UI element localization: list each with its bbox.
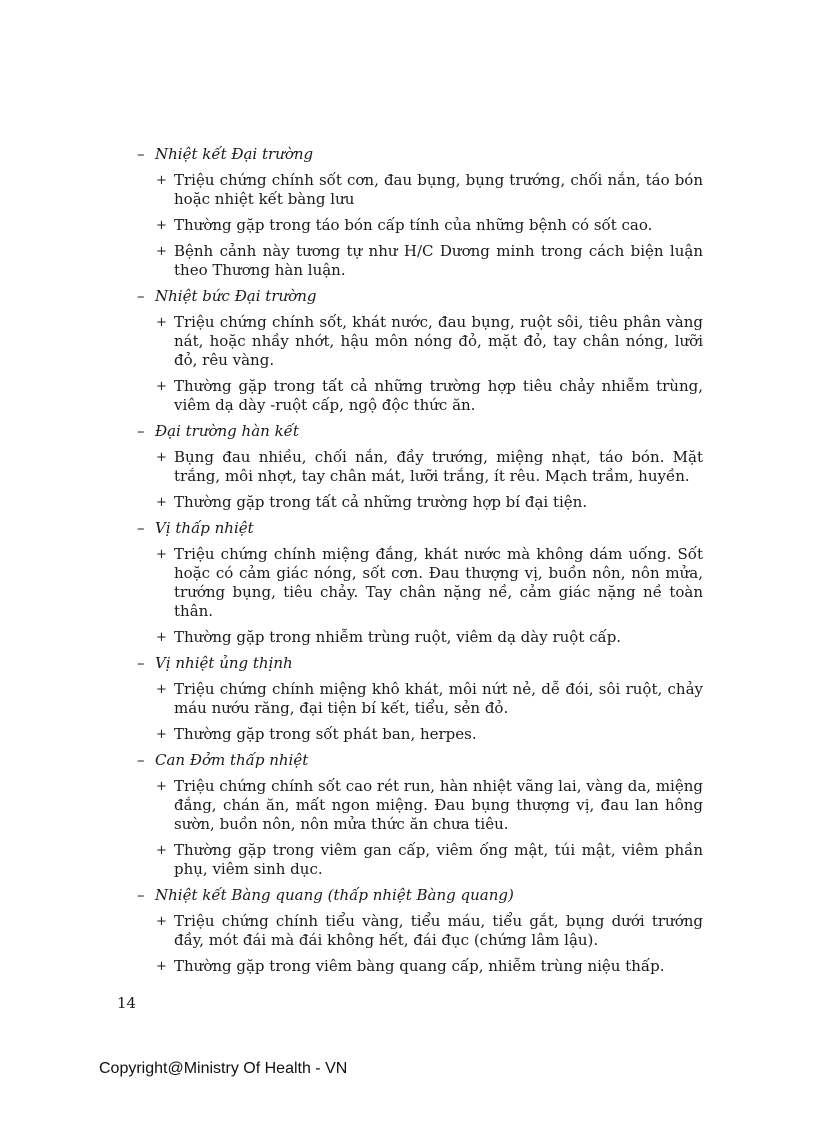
list-item xyxy=(137,377,703,415)
plus-bullet: + xyxy=(156,959,167,974)
list-item xyxy=(137,242,703,280)
page-number: 14 xyxy=(117,994,137,1012)
copyright-footer: Copyright@Ministry Of Health - VN xyxy=(99,1060,348,1077)
item-text: Bệnh cảnh này tương tự như H/C Dương minh trong cách biện luận theo Thương hàn luận. xyxy=(174,242,703,279)
plus-bullet: + xyxy=(156,173,167,188)
item-text: Triệu chứng chính sốt, khát nước, đau bụng, ruột sôi, tiêu phân vàng nát, hoặc nhầy nhớt, hậu môn nóng đỏ, mặt đỏ, tay chân nóng, lưỡi đỏ, rêu vàng. xyxy=(174,313,703,369)
plus-bullet: + xyxy=(156,727,167,742)
section-title: Nhiệt kết Bàng quang (thấp nhiệt Bàng quang) xyxy=(155,886,514,904)
list-item xyxy=(137,216,703,235)
section-heading xyxy=(137,145,703,164)
plus-bullet: + xyxy=(156,547,167,562)
plus-bullet: + xyxy=(156,630,167,645)
item-text: Triệu chứng chính miệng khô khát, môi nứt nẻ, dễ đói, sôi ruột, chảy máu nướu răng, đại tiện bí kết, tiểu, sẻn đỏ. xyxy=(174,680,703,717)
main-content xyxy=(137,145,703,983)
section-title: Nhiệt bức Đại trường xyxy=(155,287,317,305)
plus-bullet: + xyxy=(156,450,167,465)
item-text: Thường gặp trong tất cả những trường hợp tiêu chảy nhiễm trùng, viêm dạ dày -ruột cấp, ngộ độc thức ăn. xyxy=(174,377,703,414)
item-text: Thường gặp trong nhiễm trùng ruột, viêm dạ dày ruột cấp. xyxy=(174,628,622,646)
list-item xyxy=(137,313,703,370)
section-heading xyxy=(137,654,703,673)
dash-bullet: – xyxy=(137,654,145,672)
plus-bullet: + xyxy=(156,315,167,330)
list-item xyxy=(137,912,703,950)
plus-bullet: + xyxy=(156,218,167,233)
plus-bullet: + xyxy=(156,244,167,259)
list-item xyxy=(137,171,703,209)
dash-bullet: – xyxy=(137,145,145,163)
section-title: Can Đởm thấp nhiệt xyxy=(155,751,309,769)
item-text: Thường gặp trong viêm bàng quang cấp, nhiễm trùng niệu thấp. xyxy=(174,957,665,975)
dash-bullet: – xyxy=(137,886,145,904)
plus-bullet: + xyxy=(156,843,167,858)
item-text: Bụng đau nhiều, chối nắn, đầy trướng, miệng nhạt, táo bón. Mặt trắng, môi nhợt, tay chân mát, lưỡi trắng, ít rêu. Mạch trầm, huyền. xyxy=(174,448,703,485)
item-text: Thường gặp trong tất cả những trường hợp bí đại tiện. xyxy=(174,493,588,511)
list-item xyxy=(137,841,703,879)
dash-bullet: – xyxy=(137,519,145,537)
plus-bullet: + xyxy=(156,495,167,510)
list-item xyxy=(137,545,703,621)
section-title: Vị thấp nhiệt xyxy=(155,519,254,537)
plus-bullet: + xyxy=(156,379,167,394)
section-heading xyxy=(137,886,703,905)
list-item xyxy=(137,957,703,976)
dash-bullet: – xyxy=(137,751,145,769)
plus-bullet: + xyxy=(156,779,167,794)
dash-bullet: – xyxy=(137,287,145,305)
list-item xyxy=(137,448,703,486)
section-title: Vị nhiệt ủng thịnh xyxy=(155,654,293,672)
item-text: Thường gặp trong sốt phát ban, herpes. xyxy=(174,725,477,743)
list-item xyxy=(137,680,703,718)
plus-bullet: + xyxy=(156,914,167,929)
item-text: Thường gặp trong viêm gan cấp, viêm ống mật, túi mật, viêm phần phụ, viêm sinh dục. xyxy=(174,841,703,878)
section-title: Nhiệt kết Đại trường xyxy=(155,145,314,163)
section-heading xyxy=(137,519,703,538)
section-heading xyxy=(137,287,703,306)
list-item xyxy=(137,777,703,834)
plus-bullet: + xyxy=(156,682,167,697)
section-heading xyxy=(137,751,703,770)
item-text: Triệu chứng chính sốt cơn, đau bụng, bụng trướng, chối nắn, táo bón hoặc nhiệt kết bàng lưu xyxy=(174,171,703,208)
list-item xyxy=(137,493,703,512)
dash-bullet: – xyxy=(137,422,145,440)
list-item xyxy=(137,725,703,744)
item-text: Triệu chứng chính miệng đắng, khát nước mà không dám uống. Sốt hoặc có cảm giác nóng, sốt cơn. Đau thượng vị, buồn nôn, nôn mửa, trướng bụng, tiêu chảy. Tay chân nặng nề, cảm giác nặng nề toàn thân. xyxy=(174,545,703,620)
section-heading xyxy=(137,422,703,441)
item-text: Thường gặp trong táo bón cấp tính của những bệnh có sốt cao. xyxy=(174,216,653,234)
section-title: Đại trường hàn kết xyxy=(155,422,299,440)
item-text: Triệu chứng chính tiểu vàng, tiểu máu, tiểu gắt, bụng dưới trướng đầy, mót đái mà đái không hết, đái đục (chứng lâm lậu). xyxy=(174,912,703,949)
list-item xyxy=(137,628,703,647)
item-text: Triệu chứng chính sốt cao rét run, hàn nhiệt vãng lai, vàng da, miệng đắng, chán ăn, mất ngon miệng. Đau bụng thượng vị, đau lan hông sườn, buồn nôn, nôn mửa thức ăn chưa tiêu. xyxy=(174,777,703,833)
